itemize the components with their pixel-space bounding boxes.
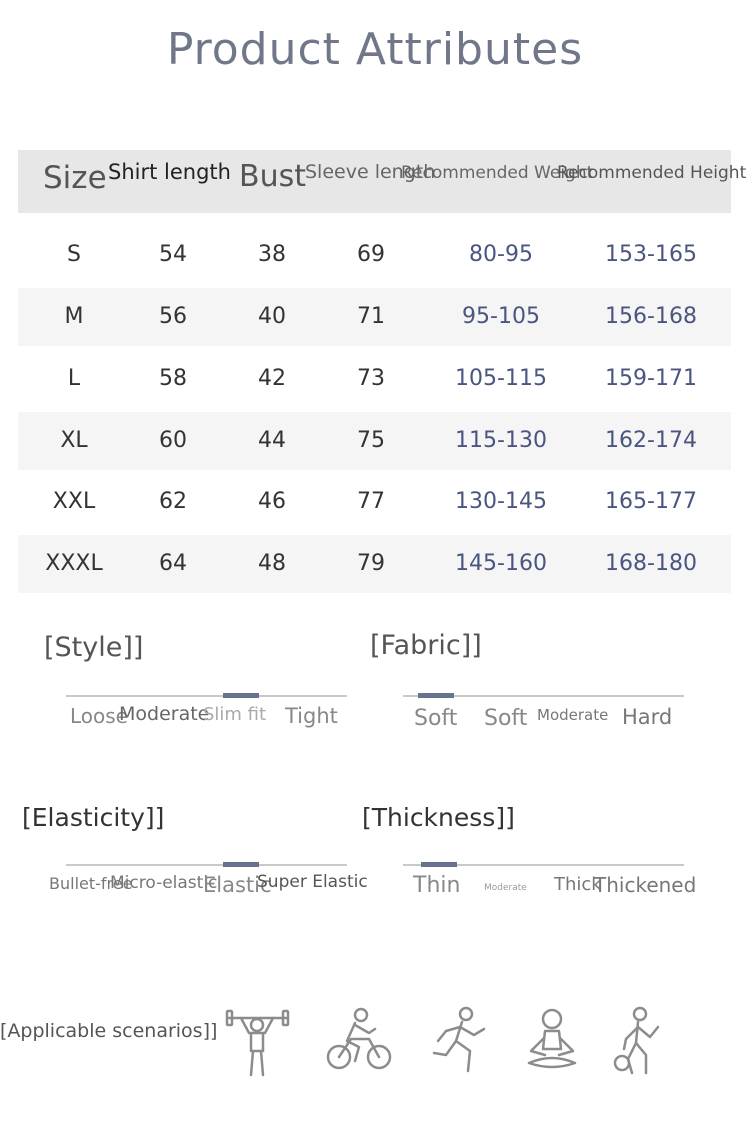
thickness-option-thick: Thick (554, 874, 602, 895)
fabric-label: [Fabric]] (370, 630, 482, 661)
elasticity-scale-marker (223, 862, 259, 867)
bust-cell: 44 (258, 428, 286, 453)
height-cell: 159-171 (605, 366, 697, 391)
sleeve-length-cell: 79 (357, 551, 385, 576)
style-label: [Style]] (44, 632, 144, 663)
style-option-tight: Tight (285, 704, 338, 728)
header-recommended-weight: Recommended Weight (401, 163, 594, 183)
header-bust: Bust (239, 159, 306, 194)
header-recommended-height: Recommended Height (557, 163, 747, 183)
bust-cell: 48 (258, 551, 286, 576)
table-row (18, 288, 731, 346)
shirt-length-cell: 62 (159, 489, 187, 514)
size-table-header (18, 150, 747, 213)
style-scale-track (66, 695, 347, 697)
sleeve-length-cell: 75 (357, 428, 385, 453)
table-row (18, 350, 731, 408)
height-cell: 162-174 (605, 428, 697, 453)
table-row (18, 226, 731, 284)
weight-cell: 145-160 (455, 551, 547, 576)
size-cell: XXL (52, 489, 96, 514)
weight-cell: 115-130 (455, 428, 547, 453)
size-cell: S (67, 242, 81, 267)
elasticity-option-super-elastic: Super Elastic (257, 872, 368, 892)
height-cell: 168-180 (605, 551, 697, 576)
header-sleeve-length: Sleeve length (305, 161, 436, 183)
style-option-slim-fit: Slim fit (203, 704, 267, 725)
shirt-length-cell: 54 (159, 242, 187, 267)
shirt-length-cell: 64 (159, 551, 187, 576)
table-row (18, 535, 731, 593)
sleeve-length-cell: 69 (357, 242, 385, 267)
weight-cell: 105-115 (455, 366, 547, 391)
shirt-length-cell: 58 (159, 366, 187, 391)
basketball-icon (612, 1005, 672, 1077)
bust-cell: 40 (258, 304, 286, 329)
size-cell: XL (60, 428, 88, 453)
page-title: Product Attributes (166, 24, 584, 75)
thickness-option-thin: Thin (413, 873, 461, 898)
size-cell: M (64, 304, 84, 329)
height-cell: 165-177 (605, 489, 697, 514)
elasticity-option-elastic: Elastic (203, 873, 272, 897)
thickness-label: [Thickness]] (362, 803, 515, 832)
header-shirt-length: Shirt length (108, 160, 231, 184)
size-cell: XXXL (45, 551, 103, 576)
thickness-scale-marker (421, 862, 457, 867)
height-cell: 153-165 (605, 242, 697, 267)
table-row (18, 412, 731, 470)
shirt-length-cell: 60 (159, 428, 187, 453)
fabric-option-hard: Hard (622, 705, 673, 729)
fabric-option-soft: Soft (414, 706, 458, 731)
style-option-moderate: Moderate (119, 703, 210, 725)
weight-cell: 80-95 (469, 242, 533, 267)
elasticity-scale-track (66, 864, 347, 866)
sleeve-length-cell: 71 (357, 304, 385, 329)
elasticity-label: [Elasticity]] (22, 803, 165, 832)
bust-cell: 38 (258, 242, 286, 267)
fabric-option-soft-2: Soft (484, 706, 528, 731)
thickness-option-moderate: Moderate (484, 883, 527, 893)
header-size: Size (43, 160, 107, 196)
style-option-loose: Loose (70, 704, 128, 728)
weight-cell: 130-145 (455, 489, 547, 514)
running-icon (430, 1005, 490, 1077)
fabric-option-moderate: Moderate (537, 706, 609, 724)
elasticity-option-bullet-free: Bullet-free (49, 874, 133, 893)
table-row (18, 473, 731, 531)
scenarios-label: [Applicable scenarios]] (0, 1020, 218, 1042)
bust-cell: 46 (258, 489, 286, 514)
weightlifting-icon (225, 1005, 290, 1080)
thickness-option-thickened: Thickened (594, 873, 697, 897)
sleeve-length-cell: 77 (357, 489, 385, 514)
style-scale-marker (223, 693, 259, 698)
yoga-icon (525, 1005, 579, 1073)
bust-cell: 42 (258, 366, 286, 391)
weight-cell: 95-105 (462, 304, 540, 329)
elasticity-option-micro-elastic: Micro-elastic (110, 873, 218, 893)
shirt-length-cell: 56 (159, 304, 187, 329)
height-cell: 156-168 (605, 304, 697, 329)
fabric-scale-marker (418, 693, 454, 698)
sleeve-length-cell: 73 (357, 366, 385, 391)
cycling-icon (325, 1005, 393, 1075)
size-cell: L (67, 366, 81, 391)
